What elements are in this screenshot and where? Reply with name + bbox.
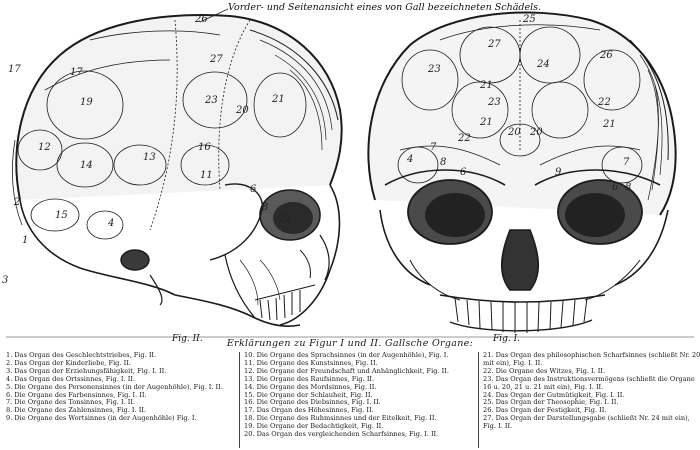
region-number: 21: [480, 117, 493, 128]
legend-entry: 19. Die Organe der Bedachtigkeit, Fig. II.: [244, 423, 384, 431]
legend-entry: 23. Das Organ des Instruktionsvermögens (schließt die Organe 16 u. 20, 21 u. 21 mit ein), Fig. I. II.: [483, 375, 695, 391]
legend-entry: 15. Die Organe der Schlauheit, Fig. II.: [244, 391, 373, 399]
region-number: 11: [200, 170, 213, 181]
region-number: 4: [407, 154, 414, 165]
legend-entry: 9. Die Organe des Wortsinnes (in der Augenhöhle) Fig. I.: [6, 415, 197, 423]
region-number: 9: [555, 167, 562, 178]
region-number: 19: [80, 97, 93, 108]
region-number: 4: [108, 218, 115, 229]
region-number: 20: [530, 127, 543, 138]
legend-entry: 1. Das Organ des Geschlechtstriebes, Fig. II.: [6, 352, 157, 359]
region-number: 8: [440, 157, 447, 168]
legend-entry: 8. Die Organe des Zahlensinnes, Fig. I. II.: [6, 407, 147, 415]
legend-column-1: [6, 352, 231, 448]
region-number: 17: [70, 67, 83, 78]
fig2-label: Fig. II.: [172, 334, 203, 344]
legend-entry: 11. Die Organe des Kunstsinnes, Fig. II.: [244, 359, 378, 367]
region-number: 14: [80, 160, 93, 171]
legend-entry: 4. Das Organ des Ortssinnes, Fig. I. II.: [6, 375, 135, 383]
region-number: 8: [625, 182, 632, 193]
region-number: 21: [272, 94, 285, 105]
region-number: 24: [537, 59, 550, 70]
region-number: 21: [603, 119, 616, 130]
legend-column-3: [478, 352, 700, 448]
region-number: 27: [210, 54, 223, 65]
region-number: 13: [143, 152, 156, 163]
region-number: 21: [480, 80, 493, 91]
region-number: 26: [195, 14, 208, 25]
legend-entry: 5. Die Organe des Personensinnes (in der Augenhöhle), Fig. I. II.: [6, 383, 223, 391]
legend-entry: 7. Die Organe des Tonsinnes, Fig. I. II.: [6, 399, 136, 407]
region-number: 23: [205, 95, 218, 106]
region-number: 2: [14, 197, 21, 208]
region-number: 7: [623, 157, 630, 168]
region-number: 23: [428, 64, 441, 75]
legend-entry: 27. Das Organ der Darstellungsgabe (schließt Nr. 24 mit ein), Fig. I. II.: [483, 415, 690, 431]
region-number: 27: [488, 39, 501, 50]
region-number: 7: [430, 142, 437, 153]
region-number: 15: [55, 210, 68, 221]
legend-entry: 18. Die Organe des Ruhmsinnes und der Eitelkeit, Fig. II.: [244, 415, 437, 423]
legend-entry: 13. Die Organe des Raufsinnes, Fig. II.: [244, 375, 375, 383]
legend-entry: 3. Das Organ der Erziehungsfähigkeit, Fig. I. II.: [6, 367, 167, 375]
legend-column-2: [239, 352, 476, 448]
legend-entry: 17. Das Organ des Höhesinnes, Fig. II.: [244, 407, 374, 415]
region-number: 22: [458, 133, 471, 144]
region-17-marker: 17: [8, 64, 21, 75]
region-number: 6: [250, 184, 257, 195]
region-number: 23: [488, 97, 501, 108]
legend-title: Erklärungen zu Figur I und II. Gallsche Organe:: [226, 338, 474, 349]
region-number: 22: [278, 214, 291, 225]
plate-caption: Vorder- und Seitenansicht eines von Gall bezeichneten Schädels.: [228, 2, 542, 13]
legend-entry: 16. Die Organe des Diebsinnes, Fig. I. II.: [244, 399, 381, 407]
region-number: 26: [600, 50, 613, 61]
legend-entry: 21. Das Organ des philosophischen Scharfsinnes (schließt Nr. 20 mit ein), Fig. I. II.: [483, 352, 700, 367]
region-number: 6: [460, 167, 467, 178]
legend-entry: 2. Das Organ der Kinderliebe, Fig. II.: [6, 359, 131, 367]
region-number: 1: [22, 235, 29, 246]
legend-entry: 14. Die Organe des Mordsinnes, Fig. II.: [244, 383, 377, 391]
legend-entry: 25. Das Organ der Theosophie, Fig. I. II.: [483, 399, 619, 407]
region-number: 25: [523, 14, 536, 25]
fig1-label: Fig. I.: [493, 334, 521, 344]
legend-entry: 26. Das Organ der Festigkeit, Fig. II.: [483, 407, 607, 415]
legend-entry: 10. Die Organe des Sprachsinnes (in der Augenhöhle), Fig. I.: [244, 352, 449, 359]
legend-entry: 12. Die Organe der Freundschaft und Anhänglichkeit, Fig. II.: [244, 367, 449, 375]
region-number: 20: [236, 105, 249, 116]
legend-entry: 24. Das Organ der Gutmütigkeit, Fig. I. II.: [483, 391, 625, 399]
legend-entry: 22. Die Organe des Witzes, Fig. I. II.: [483, 367, 606, 375]
legend: [6, 352, 700, 448]
legend-entry: 6. Die Organe des Farbensinnes, Fig. I. II.: [6, 391, 147, 399]
region-number: 3: [2, 275, 9, 286]
region-number: 8: [262, 202, 269, 213]
region-number: 12: [38, 142, 51, 153]
region-number: 20: [508, 127, 521, 138]
region-number: 16: [198, 142, 211, 153]
region-number: 6: [612, 182, 619, 193]
fig1-skull: [368, 12, 675, 333]
region-number: 22: [598, 97, 611, 108]
fig2-skull: [12, 15, 341, 326]
legend-entry: 20. Das Organ des vergleichenden Scharfsinnes, Fig. I. II.: [244, 431, 439, 439]
